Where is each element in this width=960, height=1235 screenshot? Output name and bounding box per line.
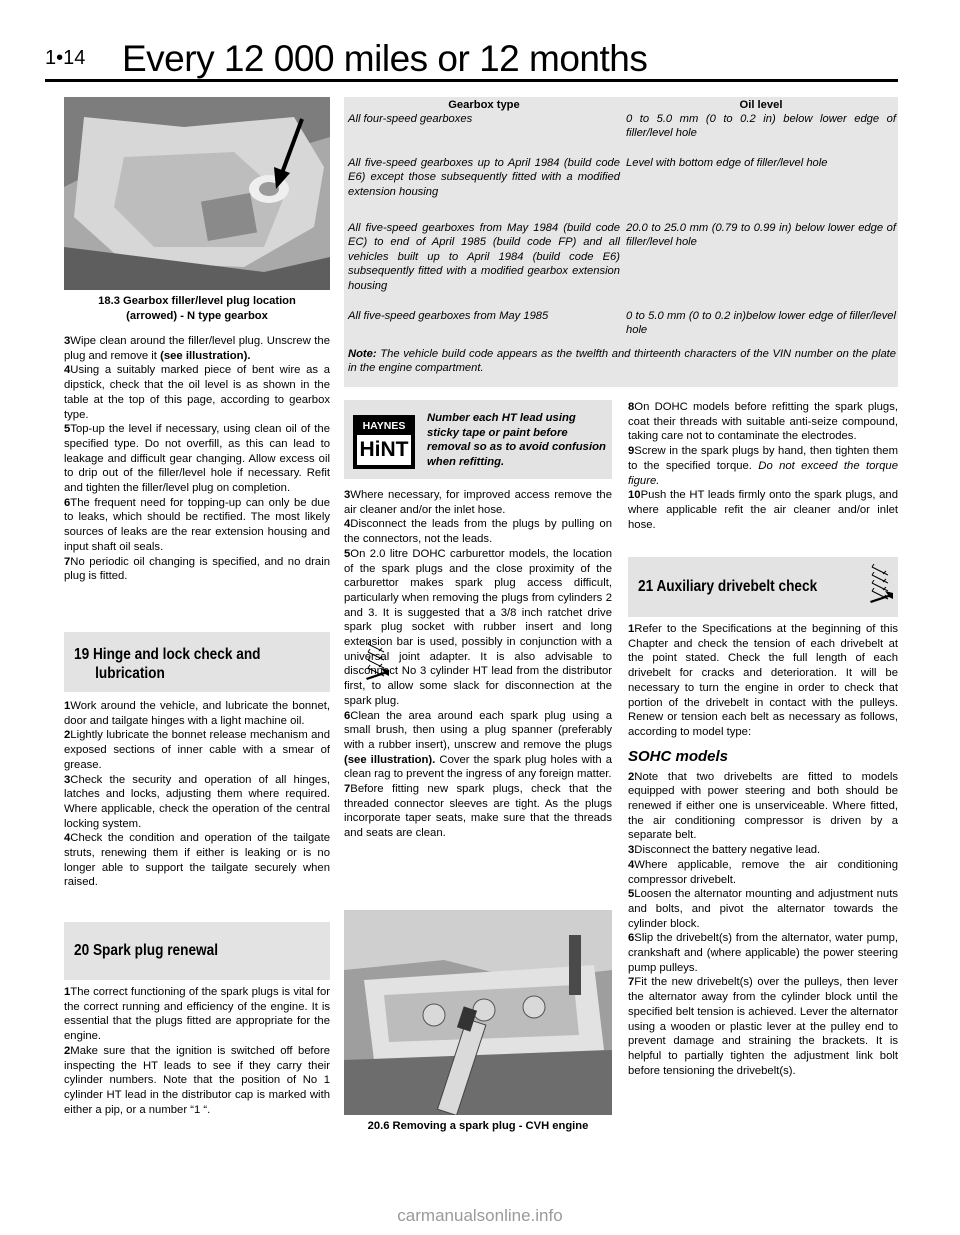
step-4 (344, 517, 612, 546)
step-text: On DOHC models before refitting the spark plugs, coat their threads with suitable anti-seize compound, taking care not to contaminate the electrodes. (628, 401, 898, 443)
section-21-title: 21 Auxiliary drivebelt check (638, 578, 818, 595)
gearbox-steps (64, 334, 330, 584)
step-number: 3 (64, 773, 71, 786)
step-number: 10 (628, 489, 641, 502)
step-text: Disconnect the leads from the plugs by pulling on the connectors, not the leads. (344, 518, 612, 546)
step-text: Make sure that the ignition is switched off before inspecting the HT leads to see if they carry their cylinder numbers. Note that the position of No 1 cylinder HT lead in the distributor cap is marked with either a pip, or a number “1 “. (64, 1044, 330, 1116)
section-20-steps-col2 (344, 488, 612, 841)
step-text: Fit the new drivebelt(s) over the pulleys, then lever the alternator away from the cylinder block until the specified belt tension is achieved. Lever the alternator using a wooden or plastic lever at the pulley end to prevent damage and straining the brackets. It is helpful to partially tighten the adjustment link bolt before tensioning the drivebelt(s). (628, 976, 898, 1077)
step-number: 2 (64, 729, 71, 742)
step-text: Check the condition and operation of the tailgate struts, renewing them if either is leaking or is no longer able to support the tailgate securely when raised. (64, 832, 330, 889)
table-cell: 0 to 5.0 mm (0 to 0.2 in)below lower edge of filler/level hole (626, 310, 896, 337)
step-number: 6 (344, 709, 351, 722)
step-text: Top-up the level if necessary, using clean oil of the specified type. Do not overfill, as this can lead to leakage and difficult gear changing. Allow excess oil to drip out of the filler/level hole if necessary. Refit and tighten the filler/level plug on completion. (64, 423, 330, 495)
logo-text: HAYNES (362, 420, 406, 432)
step-text: Push the HT leads firmly onto the spark plugs, and where applicable refit the air cleaner and/or inlet hose. (628, 489, 898, 531)
step-2 (628, 770, 898, 844)
section-21-steps (628, 622, 898, 1078)
header-rule (45, 79, 898, 82)
step-1 (64, 985, 330, 1044)
step-5 (628, 887, 898, 931)
step-text: Where applicable, remove the air conditioning compressor drivebelt. (628, 858, 898, 886)
step-7 (628, 975, 898, 1078)
hint-text: Number each HT lead using sticky tape or paint before removal so as to avoid confusion when refitting. (427, 412, 606, 468)
step-number: 4 (628, 858, 635, 871)
step-number: 4 (64, 364, 71, 377)
step-number: 5 (628, 888, 635, 901)
haynes-hint-box (344, 400, 612, 479)
step-number: 2 (64, 1044, 71, 1057)
sohc-models-subheading: SOHC models (628, 747, 729, 765)
step-number: 4 (64, 832, 71, 845)
step-number: 5 (64, 423, 71, 436)
step-text: Using a suitably marked piece of bent wire as a dipstick, check that the oil level is as shown in the table at the top of this page, according to gearbox type. (64, 364, 330, 421)
step-number: 2 (628, 770, 635, 783)
step-2 (64, 1044, 330, 1118)
spark-plug-photo (344, 910, 612, 1115)
step-1 (64, 699, 330, 728)
step-number: 6 (628, 932, 635, 945)
haynes-hint-logo (353, 415, 415, 469)
gearbox-oil-level-table (344, 97, 898, 387)
step-6 (64, 496, 330, 555)
step-text: Work around the vehicle, and lubricate the bonnet, door and tailgate hinges with a light machine oil. (64, 700, 330, 727)
step-text: Loosen the alternator mounting and adjustment nuts and bolts, and pivot the alternator towards the cylinder block. (628, 888, 898, 930)
step-number: 4 (344, 518, 351, 531)
step-text: Note that two drivebelts are fitted to models equipped with power steering and both should be renewed if either one is unserviceable. Where fitted, the air conditioning compressor is driven by a separate belt. (628, 770, 898, 842)
step-text: Slip the drivebelt(s) from the alternator, water pump, crankshaft and (where applicable) the power steering pump pulleys. (628, 932, 898, 974)
table-cell: All five-speed gearboxes from May 1985 (348, 310, 549, 322)
title-line: 19 Hinge and lock check and (74, 646, 261, 663)
step-7 (64, 555, 330, 584)
section-20-steps-col3 (628, 400, 898, 532)
step-number: 1 (64, 700, 71, 712)
step-3 (64, 334, 330, 363)
italic-warning: Do not exceed the torque figure. (628, 459, 898, 487)
step-5 (344, 547, 612, 709)
figure-caption-18-3 (64, 294, 330, 324)
page-title: Every 12 000 miles or 12 months (122, 38, 648, 79)
step-3 (628, 843, 898, 858)
table-cell: 0 to 5.0 mm (0 to 0.2 in) below lower edge of filler/level hole (626, 113, 896, 140)
step-number: 5 (344, 547, 351, 560)
step-number: 3 (628, 844, 635, 857)
step-number: 7 (344, 783, 351, 796)
step-number: 1 (64, 986, 71, 998)
step-2 (64, 728, 330, 772)
gearbox-photo (64, 97, 330, 290)
step-number: 9 (628, 445, 635, 458)
step-6 (344, 709, 612, 783)
table-header-oil-level: Oil level (739, 99, 783, 111)
note-text: The vehicle build code appears as the twelfth and thirteenth characters of the VIN number on the plate in the engine compartment. (348, 348, 896, 375)
step-text: Refer to the Specifications at the beginning of this Chapter and check the tension of each drivebelt at the point stated. Check the full length of each drivebelt for cracks and deterioration. It will be necessary to turn the engine in order to check that portion of the drivebelt in contact with the pulleys. Renew or tension each belt as necessary as follows, according to model type: (628, 623, 898, 738)
step-text: The correct functioning of the spark plugs is vital for the correct running and efficiency of the engine. It is essential that the plugs fitted are appropriate for the engine. (64, 986, 330, 1043)
caption-line: 18.3 Gearbox filler/level plug location (98, 295, 296, 307)
step-number: 3 (344, 489, 351, 501)
step-text: Wipe clean around the filler/level plug. Unscrew the plug and remove it (64, 335, 330, 362)
step-4 (64, 363, 330, 422)
step-text: Cover the spark plug holes with a clean rag to prevent the ingress of any foreign matter. (344, 753, 612, 781)
table-cell: All five-speed gearboxes from May 1984 (build code EC) to end of April 1985 (build code FP) and all vehicles built up to April 1984 (build code E6) subsequently fitted with a modified gearbox extension housing (348, 222, 620, 292)
figure-caption-20-6: 20.6 Removing a spark plug - CVH engine (367, 1120, 589, 1132)
step-number: 3 (64, 335, 71, 347)
section-19-steps (64, 699, 330, 890)
gearbox-illustration (64, 97, 330, 290)
spark-plug-illustration (344, 910, 612, 1115)
step-text: No periodic oil changing is specified, and no drain plug is fitted. (64, 555, 330, 583)
step-number: 7 (628, 976, 635, 989)
section-19-title (74, 645, 260, 683)
table-cell: Level with bottom edge of filler/level hole (626, 157, 828, 169)
step-number: 8 (628, 401, 635, 413)
step-7 (344, 782, 612, 841)
table-note (348, 347, 896, 376)
step-text: Lightly lubricate the bonnet release mechanism and exposed sections of inner cable with a smear of grease. (64, 729, 330, 771)
table-cell: 20.0 to 25.0 mm (0.79 to 0.99 in) below lower edge of filler/level hole (626, 222, 896, 249)
step-4 (628, 858, 898, 887)
logo-text: HiNT (357, 435, 411, 465)
note-label: Note: (348, 348, 377, 360)
table-header-gearbox-type: Gearbox type (448, 99, 520, 111)
step-3 (344, 488, 612, 517)
step-text: Before fitting new spark plugs, check that the threaded connector sleeves are tight. As the plugs incorporate taper seats, make sure that the threads and seats are clean. (344, 783, 612, 840)
difficulty-spanner-icon (864, 563, 900, 611)
step-number: 6 (64, 496, 71, 509)
step-1 (628, 622, 898, 740)
step-number: 7 (64, 555, 71, 568)
title-line: lubrication (95, 665, 165, 682)
step-6 (628, 931, 898, 975)
table-cell: All four-speed gearboxes (348, 113, 473, 125)
watermark-text: carmanualsonline.info (397, 1206, 563, 1225)
table-cell: All five-speed gearboxes up to April 1984 (build code E6) except those subsequently fitted with a modified extension housing (348, 157, 620, 198)
section-20-title: 20 Spark plug renewal (74, 942, 219, 959)
caption-line: (arrowed) - N type gearbox (126, 310, 268, 322)
step-text: The frequent need for topping-up can only be due to leaks, which should be rectified. The most likely sources of leaks are the rear extension housing and input shaft oil seals. (64, 496, 330, 553)
step-text: On 2.0 litre DOHC carburettor models, the location of the spark plugs and the close proximity of the carburettor makes spark plug access difficult, particularly when removing the plugs from cylinders 2 and 3. It is suggested that a 3/8 inch ratchet drive spark plug socket with rubber insert and long extension bar is used, possibly in conjunction with a universal joint adapter. It is also advisable to disconnect No 3 cylinder HT lead from the distributor first, to allow some slack for disconnection at the spark plug. (344, 547, 612, 707)
section-20-steps-col1 (64, 985, 330, 1117)
illustration-ref: (see illustration). (160, 349, 251, 362)
section-21-header (628, 557, 898, 617)
illustration-ref: (see illustration). (344, 753, 436, 766)
step-text: Disconnect the battery negative lead. (634, 844, 821, 857)
step-3 (64, 773, 330, 832)
step-4 (64, 831, 330, 890)
step-text: Clean the area around each spark plug using a small brush, then using a plug spanner (preferably with a rubber insert), unscrew and remove the plugs (344, 709, 612, 751)
step-10 (628, 488, 898, 532)
step-5 (64, 422, 330, 496)
step-number: 1 (628, 623, 635, 635)
step-8 (628, 400, 898, 444)
step-text: Check the security and operation of all hinges, latches and locks, adjusting them where required. Where applicable, check the operation of the central locking system. (64, 773, 330, 830)
step-9 (628, 444, 898, 488)
step-text: Screw in the spark plugs by hand, then tighten them to the specified torque. (628, 445, 898, 472)
page-number: 1•14 (45, 47, 86, 69)
step-text: Where necessary, for improved access remove the air cleaner and/or the inlet hose. (344, 489, 612, 516)
section-20-header (64, 922, 330, 980)
section-19-header (64, 632, 330, 692)
